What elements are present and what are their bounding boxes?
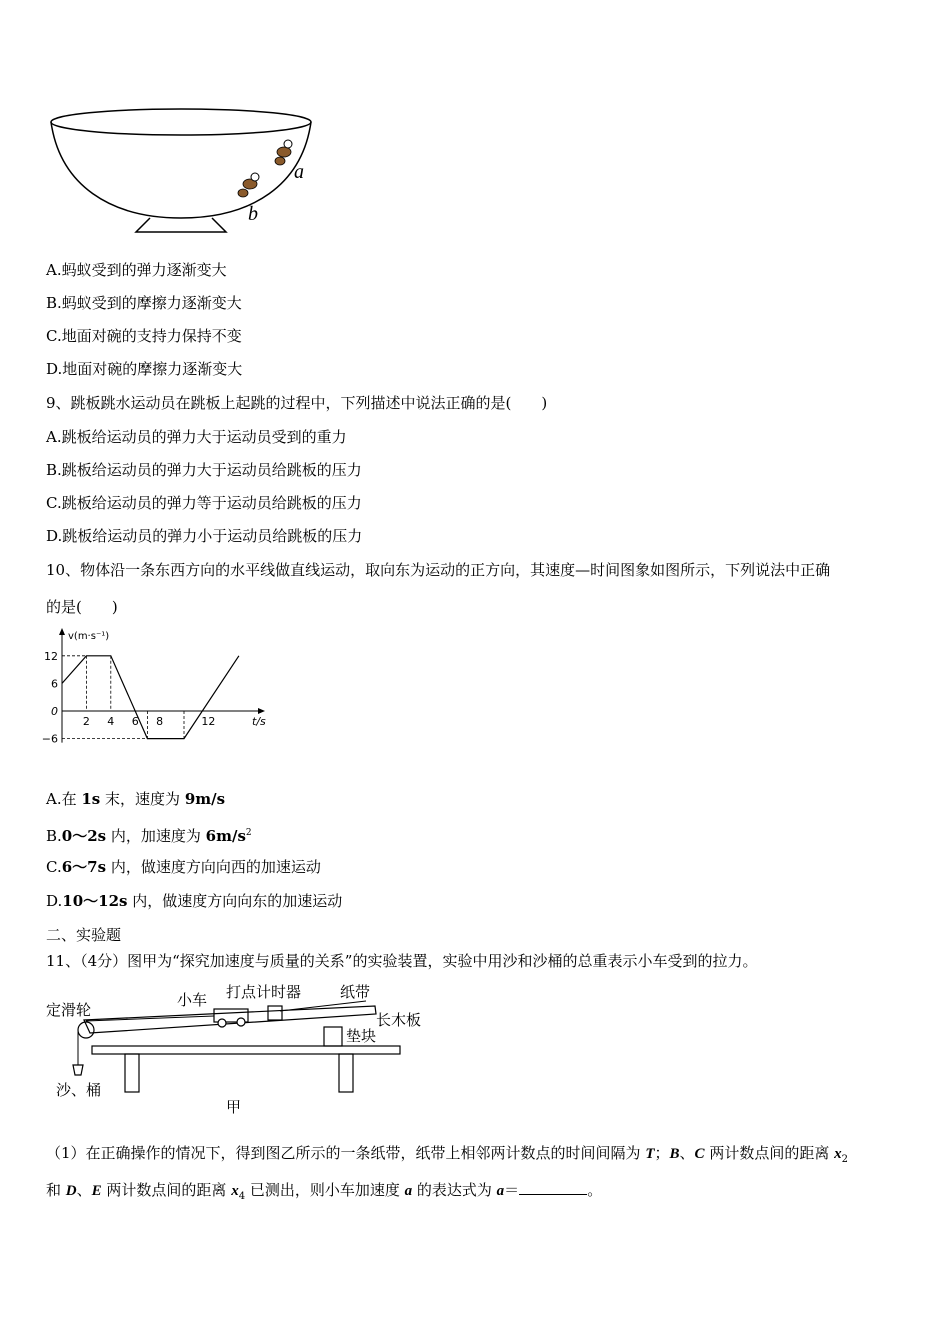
answer-blank[interactable] <box>519 1180 587 1195</box>
y-axis-label: v(m·s⁻¹) <box>68 631 110 642</box>
q9-option-c: C.跳板给运动员的弹力等于运动员给跳板的压力 <box>46 494 362 512</box>
label-block: 垫块 <box>346 1027 377 1045</box>
x-axis-arrow <box>258 708 265 714</box>
y-tick-label: 0 <box>51 705 58 718</box>
q10-option-d: D.10～12s 内，做速度方向向东的加速运动 <box>46 892 343 910</box>
bowl-figure <box>40 100 330 240</box>
q9-option-b: B.跳板给运动员的弹力大于运动员给跳板的压力 <box>46 461 362 479</box>
q10-stem-line1: 10、物体沿一条东西方向的水平线做直线运动，取向东为运动的正方向，其速度—时间图象如图所示，下列说法中正确 <box>46 561 831 579</box>
apparatus-figure <box>40 975 440 1120</box>
x-tick-label: 4 <box>107 715 115 728</box>
y-tick-label: 6 <box>51 677 58 691</box>
x-tick-label: 8 <box>156 715 164 728</box>
label-a: a <box>294 161 304 183</box>
q11-stem: 11、（4分）图甲为“探究加速度与质量的关系”的实验装置，实验中用沙和沙桶的总重表示小车受到的拉力。 <box>46 952 758 970</box>
q8-option-d: D.地面对碗的摩擦力逐渐变大 <box>46 360 243 378</box>
ant-icon <box>275 140 292 165</box>
q10-stem-line2: 的是( ) <box>46 598 118 616</box>
x-tick-label: 6 <box>131 715 139 728</box>
x-tick-label: 2 <box>82 715 90 728</box>
q9-option-a: A.跳板给运动员的弹力大于运动员受到的重力 <box>46 428 347 446</box>
q10-option-c: C.6～7s 内，做速度方向向西的加速运动 <box>46 858 321 876</box>
figure-caption: 甲 <box>226 1098 242 1116</box>
label-tape: 纸带 <box>340 983 371 1001</box>
label-timer: 打点计时器 <box>226 983 302 1001</box>
y-axis-arrow <box>59 628 65 635</box>
q8-option-b: B.蚂蚁受到的摩擦力逐渐变大 <box>46 294 242 312</box>
ant-icon <box>238 173 259 197</box>
q10-option-b: B.0～2s 内，加速度为 $6m/s^2$ <box>46 827 252 845</box>
x-tick-label: 12 <box>201 715 216 728</box>
q8-option-a: A.蚂蚁受到的弹力逐渐变大 <box>46 261 227 279</box>
label-b: b <box>248 203 258 225</box>
label-board: 长木板 <box>376 1011 422 1029</box>
q9-option-d: D.跳板给运动员的弹力小于运动员给跳板的压力 <box>46 527 363 545</box>
bucket-icon <box>73 1065 83 1075</box>
q9-stem: 9、跳板跳水运动员在跳板上起跳的过程中，下列描述中说法正确的是( ) <box>46 394 548 412</box>
x-axis-label: t/s <box>252 715 266 728</box>
label-cart: 小车 <box>177 991 208 1009</box>
label-pulley: 定滑轮 <box>46 1001 92 1019</box>
q11-part1-line2: 和 D、E 两计数点间的距离 $x_4$ 已测出，则小车加速度 a 的表达式为 a＝ 。 <box>46 1181 603 1202</box>
q11-part1-line1: （1）在正确操作的情况下，得到图乙所示的一条纸带，纸带上相邻两计数点的时间间隔为 T；B、C 两计数点间的距离 $x_2$ <box>46 1144 848 1165</box>
section-title: 二、实验题 <box>46 926 122 944</box>
q10-option-a: A.在 1s 末，速度为 9m/s <box>46 790 226 808</box>
y-tick-label: −6 <box>41 732 58 746</box>
label-bucket: 沙、桶 <box>56 1081 102 1099</box>
y-tick-label: 12 <box>44 649 58 663</box>
q8-option-c: C.地面对碗的支持力保持不变 <box>46 327 242 345</box>
velocity-time-chart <box>40 625 280 755</box>
